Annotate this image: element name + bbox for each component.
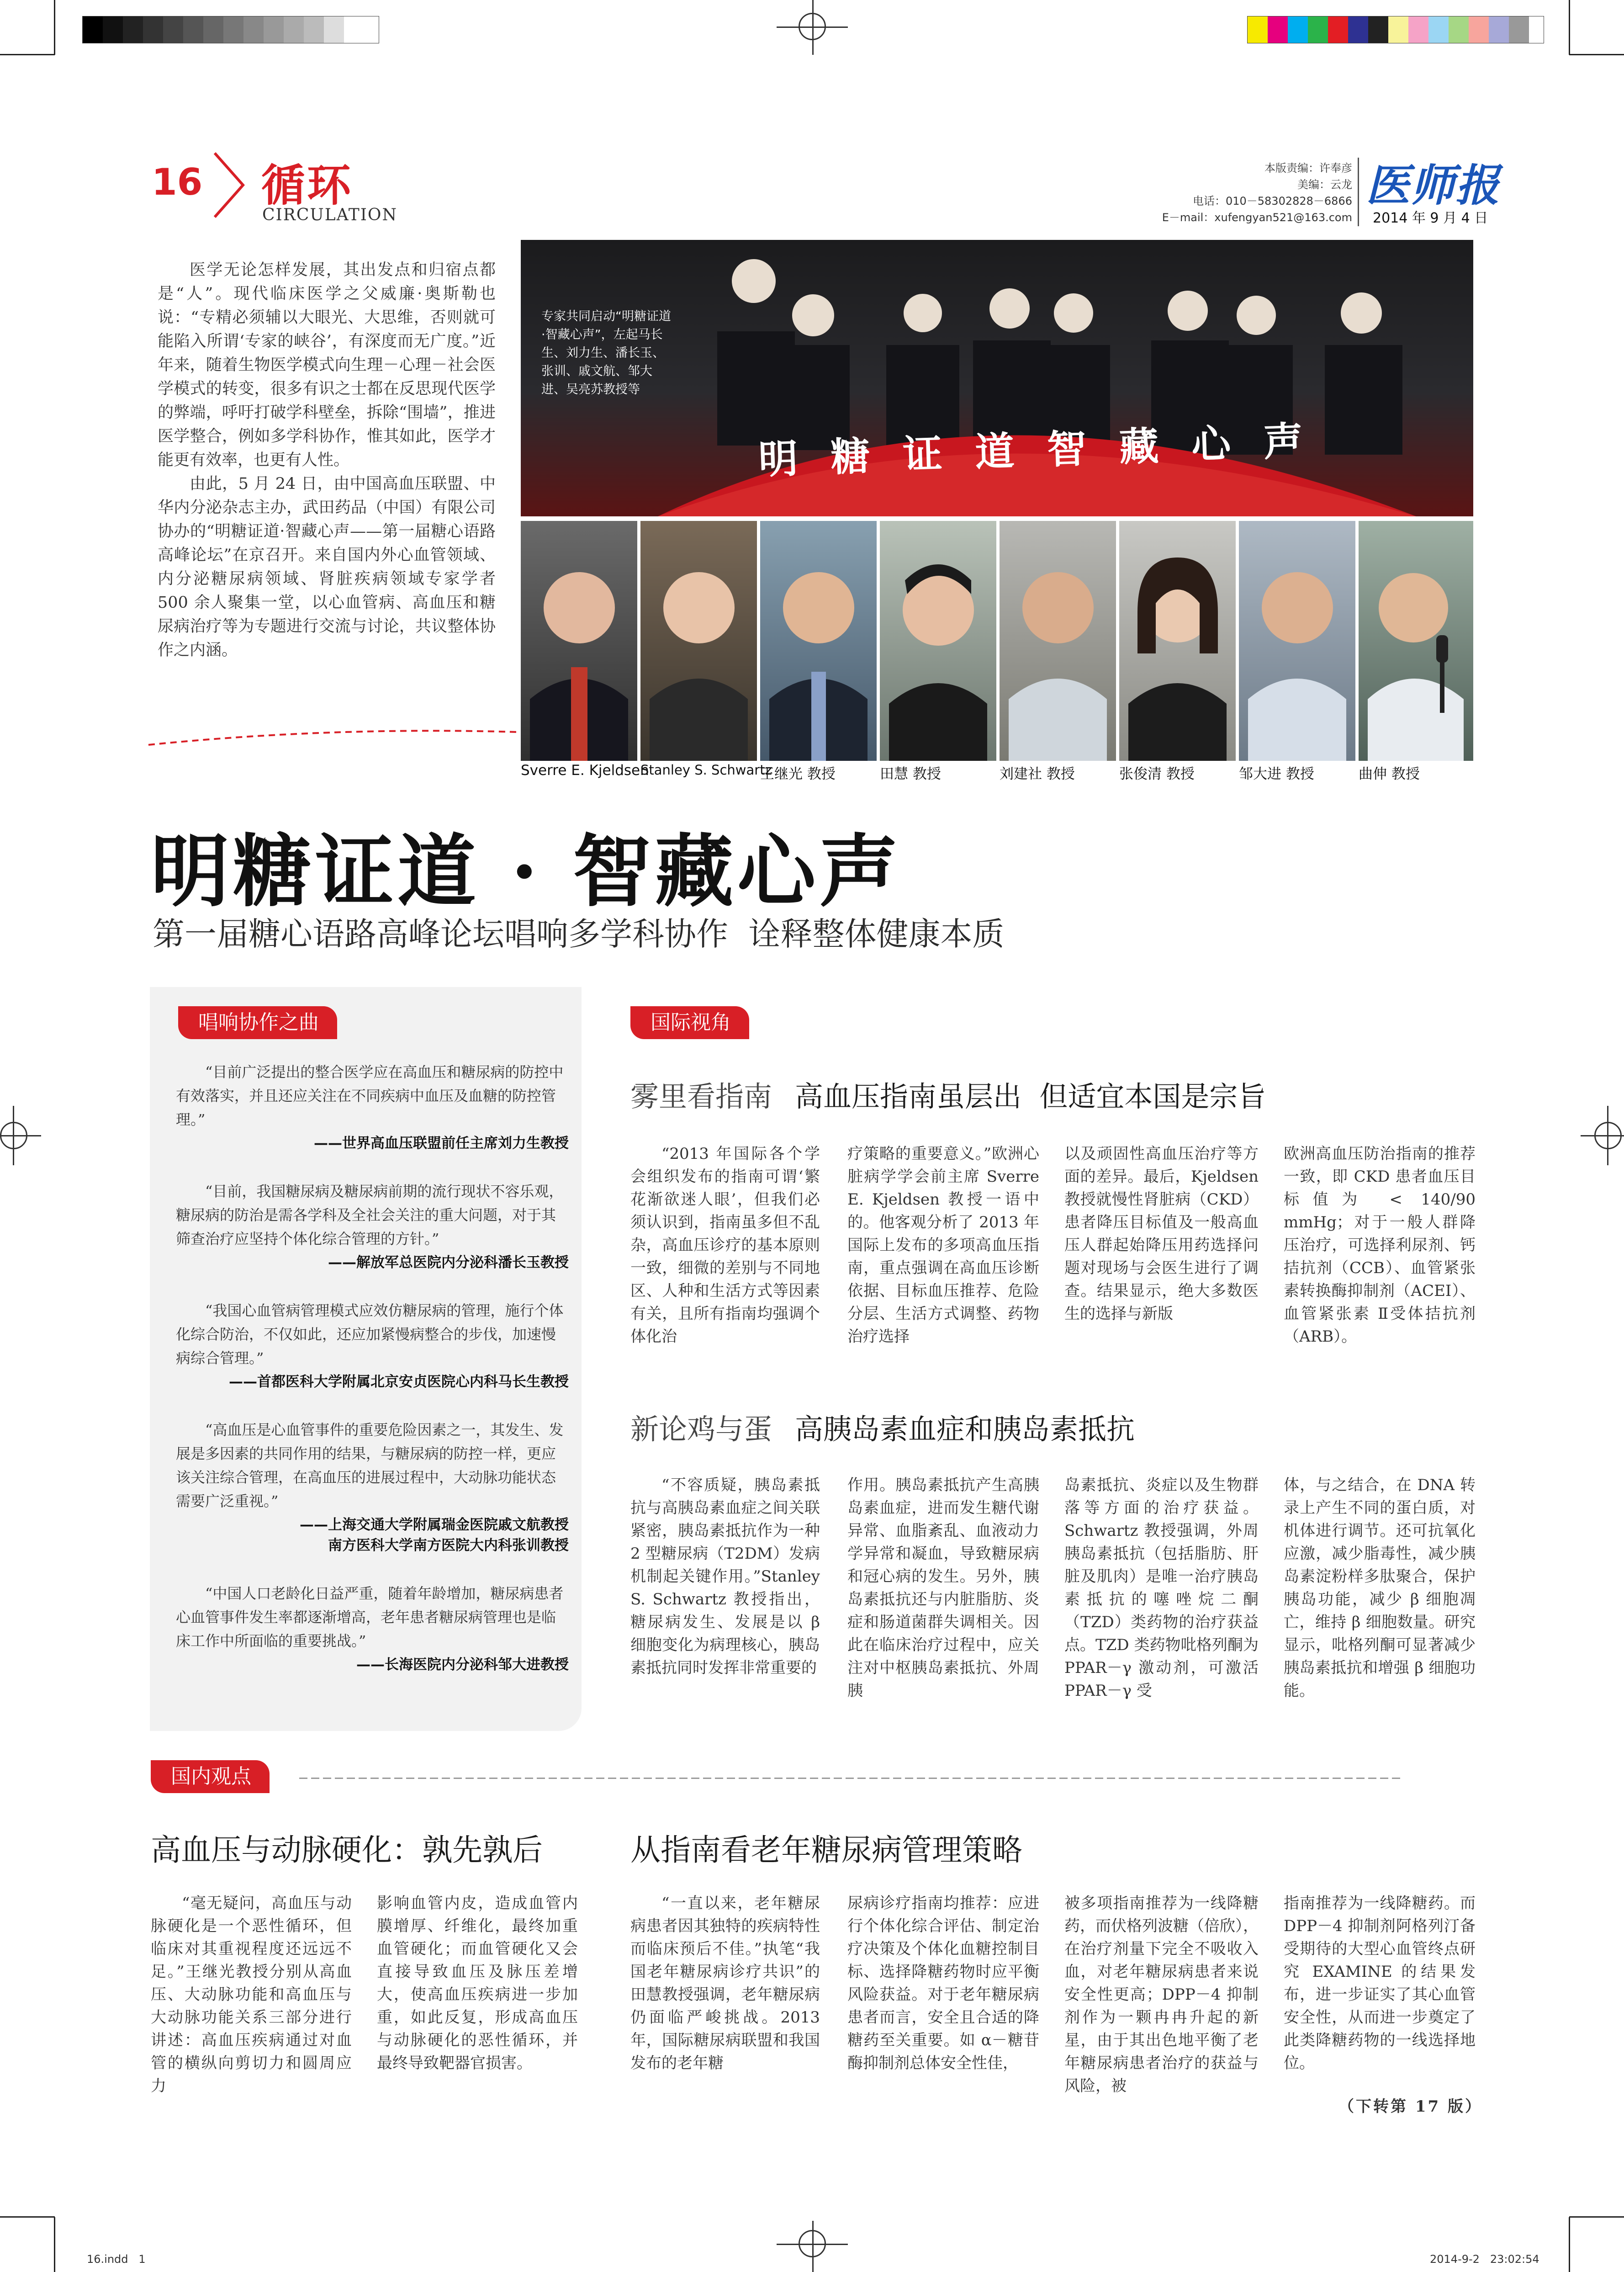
quote-list [176, 1060, 569, 1701]
portrait-4 [880, 521, 996, 761]
domestic-tag: 国内观点 [151, 1760, 270, 1793]
portrait-caption-1: Sverre E. Kjeldsen [521, 762, 649, 779]
article3-headline: 高血压与动脉硬化：孰先孰后 [151, 1832, 543, 1868]
portrait-caption-3: 王继光 教授 [760, 766, 836, 782]
paper-logo: 医师报 [1366, 160, 1500, 211]
grayscale-bar [82, 16, 379, 43]
article1-col-4: 欧洲高血压防治指南的推荐一致，即 CKD 患者血压目标值为 < 140/90 mmHg；对于一般人群降压治疗，可选择利尿剂、钙拮抗剂（CCB）、血管紧张素转换酶抑制剂（ACEI）、血管紧张素 Ⅱ受体拮抗剂（ARB）。 [1284, 1145, 1476, 1346]
designer-line: 美编：云龙 [1297, 178, 1352, 191]
quote-item: “高血压是心血管事件的重要危险因素之一，其发生、发展是多因素的共同作用的结果，与糖尿病的防控一样，更应该关注综合管理，在高血压的进展过程中，大动脉功能状态需要广泛重视。” ——上海交通大学附属瑞金医院戚文航教授 南方医科大学南方医院大内科张训教授 [176, 1421, 569, 1554]
article3-col-2: 影响血管内皮，造成血管内膜增厚、纤维化，最终加重血管硬化；而血管硬化又会直接导致血压及脉压差增大，使高血压疾病进一步加重，如此反复，形成高血压与动脉硬化的恶性循环，并最终导致靶器官损害。 [377, 1894, 578, 2072]
hero-photo [521, 240, 1473, 516]
portrait-3 [760, 521, 877, 761]
portrait-caption-2: Stanley S. Schwartz [640, 762, 772, 778]
article1-col-3: 以及顽固性高血压治疗等方面的差异。最后，Kjeldsen 教授就慢性肾脏病（CKD）患者降压目标值及一般高血压人群起始降压用药选择问题对现场与会医生进行了调查。结果显示，绝大多数医生的选择与新版 [1064, 1145, 1259, 1323]
issue-date: 2014 年 9 月 4 日 [1373, 210, 1488, 226]
portrait-1 [521, 521, 637, 761]
main-subheadline: 第一届糖心语路高峰论坛唱响多学科协作 诠释整体健康本质 [153, 915, 1005, 953]
portrait-5 [1000, 521, 1116, 761]
article2-headline: 新论鸡与蛋 高胰岛素血症和胰岛素抵抗 [630, 1412, 1135, 1446]
color-bar [1247, 16, 1544, 43]
hero-banner: 明糖证道智藏心声 [757, 417, 1337, 483]
international-tag: 国际视角 [630, 1006, 749, 1039]
editor-line: 本版责编：许奉彦 [1264, 162, 1352, 175]
article2-col-4: 体，与之结合，在 DNA 转录上产生不同的蛋白质，对机体进行调节。还可抗氧化应激，减少脂毒性，减少胰岛素淀粉样多肽聚合，保护胰岛功能，减少 β 细胞凋亡，维持 β 细胞数量。研究显示，吡格列酮可显著减少胰岛素抵抗和增强 β 细胞功能。 [1284, 1476, 1476, 1700]
header-info [1147, 160, 1352, 226]
portrait-caption-8: 曲伸 教授 [1359, 766, 1420, 782]
footer-timestamp: 2014-9-2 23:02:54 [1430, 2253, 1539, 2266]
portrait-caption-5: 刘建社 教授 [1000, 766, 1075, 782]
portrait-caption-6: 张俊清 教授 [1119, 766, 1195, 782]
portrait-2 [640, 521, 757, 761]
quote-item: “中国人口老龄化日益严重，随着年龄增加，糖尿病患者心血管事件发生率都逐渐增高，老年患者糖尿病管理也是临床工作中所面临的重要挑战。” ——长海医院内分泌科邹大进教授 [176, 1585, 569, 1673]
portrait-8 [1359, 521, 1473, 761]
article3-col-1: “毫无疑问，高血压与动脉硬化是一个恶性循环，但临床对其重视程度还远远不足。”王继光教授分别从高血压、大动脉功能和高血压与大动脉功能关系三部分进行讲述：高血压疾病通过对血管的横纵向剪切力和圆周应力 [151, 1894, 352, 2095]
quote-item: “我国心血管病管理模式应效仿糖尿病的管理，施行个体化综合防治，不仅如此，还应加紧慢病整合的步伐，加速慢病综合管理。” ——首都医科大学附属北京安贞医院心内科马长生教授 [176, 1302, 569, 1390]
article4-col-4: 指南推荐为一线降糖药。而 DPP－4 抑制剂阿格列汀备受期待的大型心血管终点研究 EXAMINE 的结果发布，进一步证实了其心血管安全性，从而进一步奠定了此类降糖药物的一线选择地位。 [1284, 1894, 1476, 2072]
section-title: 循环 [261, 160, 353, 211]
article4-headline: 从指南看老年糖尿病管理策略 [630, 1832, 1022, 1868]
portrait-caption-7: 邹大进 教授 [1239, 766, 1314, 782]
intro-paragraph-1: 医学无论怎样发展，其出发点和归宿点都是“人”。现代临床医学之父威廉·奥斯勒也说：“专精必须辅以大眼光、大思维，否则就可能陷入所谓‘专家的峡谷’，有深度而无广度。”近年来，随着生物医学模式向生理－心理－社会医学模式的转变，很多有识之士都在反思现代医学的弊端，呼吁打破学科壁垒，拆除“围墙”，推进医学整合，例如多学科协作，惟其如此，医学才能更有效率，也更有人性。 [158, 261, 496, 469]
footer-file: 16.indd 1 [87, 2253, 146, 2266]
chevron-icon [211, 151, 248, 219]
main-headline: 明糖证道 · 智藏心声 [151, 825, 902, 918]
sidebar-tag: 唱响协作之曲 [178, 1006, 337, 1039]
article4-col-2: 尿病诊疗指南均推荐：应进行个体化综合评估、制定治疗决策及个体化血糖控制目标、选择降糖药物时应平衡风险获益。对于老年糖尿病患者而言，安全且合适的降糖药至关重要。如 α－糖苷酶抑制剂总体安全性佳， [847, 1894, 1039, 2072]
quote-item: “目前，我国糖尿病及糖尿病前期的流行现状不容乐观，糖尿病的防治是需各学科及全社会关注的重大问题，对于其筛查治疗应坚持个体化综合管理的方针。” ——解放军总医院内分泌科潘长玉教授 [176, 1183, 569, 1271]
article2-col-3: 岛素抵抗、炎症以及生物群落等方面的治疗获益。Schwartz 教授强调，外周胰岛素抵抗（包括脂肪、肝脏及肌肉）是唯一治疗胰岛素抵抗的噻唑烷二酮（TZD）类药物的治疗获益点。TZD 类药物吡格列酮为 PPAR－γ 激动剂，可激活 PPAR－γ 受 [1064, 1476, 1259, 1700]
intro-text [158, 258, 496, 662]
article1-headline: 雾里看指南 高血压指南虽层出 但适宜本国是宗旨 [630, 1080, 1266, 1113]
article4-col-3: 被多项指南推荐为一线降糖药，而伏格列波糖（倍欣），在治疗剂量下完全不吸收入血，对老年糖尿病患者来说安全性更高；DPP－4 抑制剂作为一颗冉冉升起的新星，由于其出色地平衡了老年糖尿病患者治疗的获益与风险，被 [1064, 1894, 1259, 2095]
article2-col-2: 作用。胰岛素抵抗产生高胰岛素血症，进而发生糖代谢异常、血脂紊乱、血液动力学异常和凝血，导致糖尿病和冠心病的发生。另外，胰岛素抵抗还与内脏脂肪、炎症和肠道菌群失调相关。因此在临床治疗过程中，应关注对中枢胰岛素抵抗、外周胰 [847, 1476, 1039, 1700]
dashed-divider [146, 727, 521, 749]
hero-caption: 专家共同启动“明糖证道·智藏心声”，左起马长生、刘力生、潘长玉、张训、戚文航、邹大进、吴亮苏教授等 [541, 309, 671, 397]
intro-paragraph-2: 由此，5 月 24 日，由中国高血压联盟、中华内分泌杂志主办，武田药品（中国）有限公司协办的“明糖证道·智藏心声——第一届糖心语路高峰论坛”在京召开。来自国内外心血管领域、内分泌糖尿病领域、肾脏疾病领域专家学者 500 余人聚集一堂，以心血管病、高血压和糖尿病治疗等为专题进行交流与讨论，共议整体协作之内涵。 [158, 475, 496, 659]
phone-line: 电话：010－58302828－6866 [1192, 195, 1352, 207]
continued-note: （下转第 17 版） [1338, 2097, 1482, 2116]
article1-col-2: 疗策略的重要意义。”欧洲心脏病学学会前主席 Sverre E. Kjeldsen 教授一语中的。他客观分析了 2013 年国际上发布的多项高血压指南，重点强调在高血压诊断依据、目标血压推荐、危险分层、生活方式调整、药物治疗选择 [847, 1145, 1039, 1346]
portrait-6 [1119, 521, 1236, 761]
quote-item: “目前广泛提出的整合医学应在高血压和糖尿病的防控中有效落实，并且还应关注在不同疾病中血压及血糖的防控管理。” ——世界高血压联盟前任主席刘力生教授 [176, 1063, 569, 1152]
domestic-rule [299, 1778, 1400, 1779]
portrait-row [521, 521, 1473, 761]
article4-col-1: “一直以来，老年糖尿病患者因其独特的疾病特性而临床预后不佳。”执笔“我国老年糖尿病诊疗共识”的田慧教授强调，老年糖尿病仍面临严峻挑战。2013 年，国际糖尿病联盟和我国发布的老年糖 [630, 1894, 820, 2072]
article1-col-1: “2013 年国际各个学会组织发布的指南可谓‘繁花渐欲迷人眼’，但我们必须认识到，指南虽多但不乱杂，高血压诊疗的基本原则一致，细微的差别与不同地区、人种和生活方式等因素有关，且所有指南均强调个体化治 [630, 1145, 820, 1346]
portrait-caption-4: 田慧 教授 [880, 766, 941, 782]
email-line: E－mail：xufengyan521@163.com [1162, 211, 1352, 224]
article2-col-1: “不容质疑，胰岛素抵抗与高胰岛素血症之间关联紧密，胰岛素抵抗作为一种 2 型糖尿病（T2DM）发病机制起关键作用。”Stanley S. Schwartz 教授指出，糖尿病发生、发展是以 β 细胞变化为病理核心，胰岛素抵抗同时发挥非常重要的 [630, 1476, 820, 1677]
section-subtitle: CIRCULATION [262, 206, 397, 224]
page-number: 16 [152, 161, 203, 203]
portrait-7 [1239, 521, 1355, 761]
